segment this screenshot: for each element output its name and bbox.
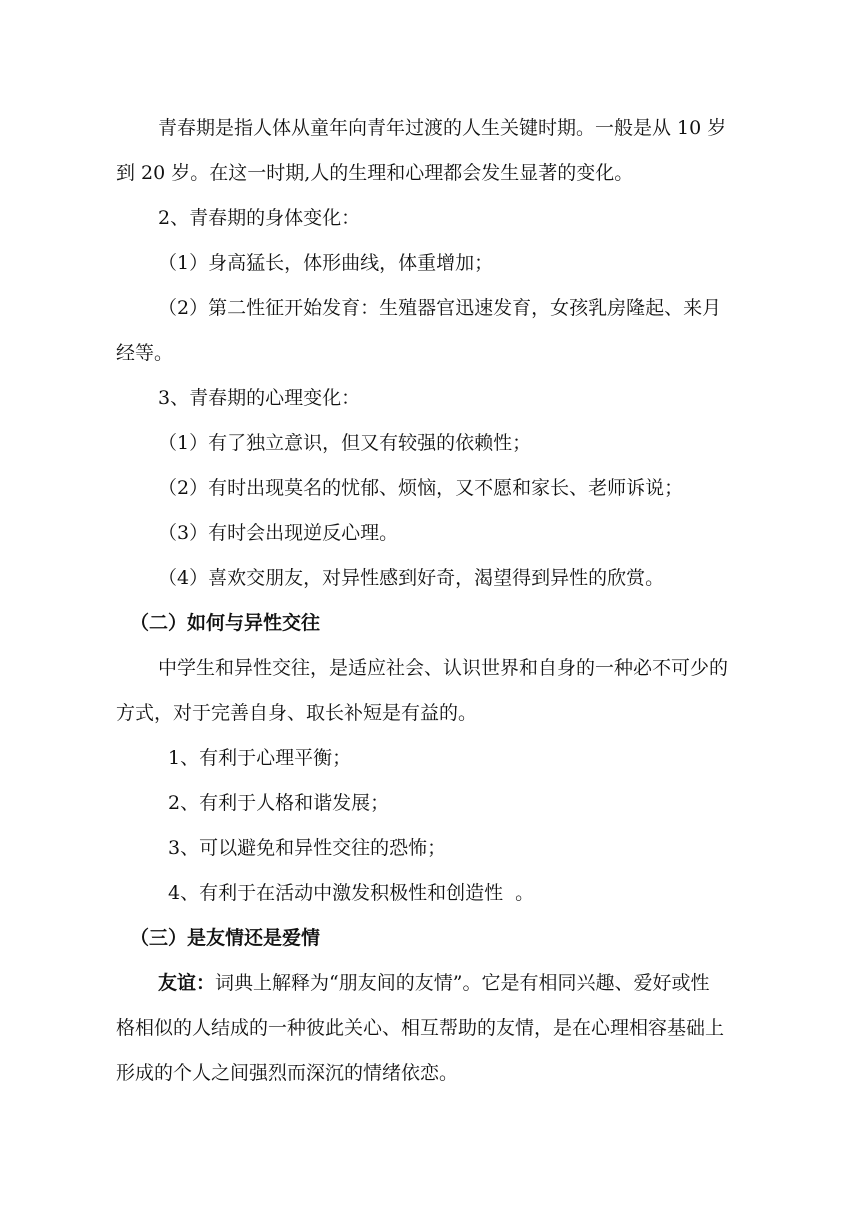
section-three-title: （三）是友情还是爱情 <box>130 927 321 949</box>
section-two-paragraph-line-2: 方式，对于完善自身、取长补短是有益的。 <box>116 702 478 724</box>
benefit-item-2: 2、有利于人格和谐发展； <box>168 792 390 814</box>
friendship-definition-line-2: 格相似的人结成的一种彼此关心、相互帮助的友情，是在心理相容基础上 <box>116 1017 725 1039</box>
body-changes-heading: 2、青春期的身体变化： <box>158 207 361 229</box>
section-two-paragraph-line-1: 中学生和异性交往，是适应社会、认识世界和自身的一种必不可少的 <box>158 657 729 679</box>
body-change-item-2-line-2: 经等。 <box>116 342 174 364</box>
mental-change-item-3: （3）有时会出现逆反心理。 <box>158 522 399 544</box>
friendship-definition-line-1 <box>158 971 709 995</box>
section-two-title: （二）如何与异性交往 <box>130 612 321 634</box>
body-change-item-2-line-1: （2）第二性征开始发育：生殖器官迅速发育，女孩乳房隆起、来月 <box>158 297 722 319</box>
mental-change-item-4: （4）喜欢交朋友，对异性感到好奇，渴望得到异性的欣赏。 <box>158 567 665 589</box>
friendship-definition-text: 词典上解释为“朋友间的友情”。它是有相同兴趣、爱好或性 <box>215 972 710 994</box>
mental-changes-heading: 3、青春期的心理变化： <box>158 387 361 409</box>
mental-change-item-2: （2）有时出现莫名的忧郁、烦恼，又不愿和家长、老师诉说； <box>158 477 684 499</box>
benefit-item-4: 4、有利于在活动中激发积极性和创造性 。 <box>168 882 535 904</box>
benefit-item-1: 1、有利于心理平衡； <box>168 747 352 769</box>
puberty-intro-line-1: 青春期是指人体从童年向青年过渡的人生关键时期。一般是从 10 岁 <box>158 117 727 139</box>
benefit-item-3: 3、可以避免和异性交往的恐怖； <box>168 837 447 859</box>
body-change-item-1: （1）身高猛长，体形曲线，体重增加； <box>158 252 494 274</box>
friendship-definition-line-3: 形成的个人之间强烈而深沉的情绪依恋。 <box>116 1062 459 1084</box>
friendship-term: 友谊： <box>158 972 216 994</box>
puberty-intro-line-2: 到 20 岁。在这一时期,人的生理和心理都会发生显著的变化。 <box>116 162 634 184</box>
mental-change-item-1: （1）有了独立意识，但又有较强的依赖性； <box>158 432 532 454</box>
